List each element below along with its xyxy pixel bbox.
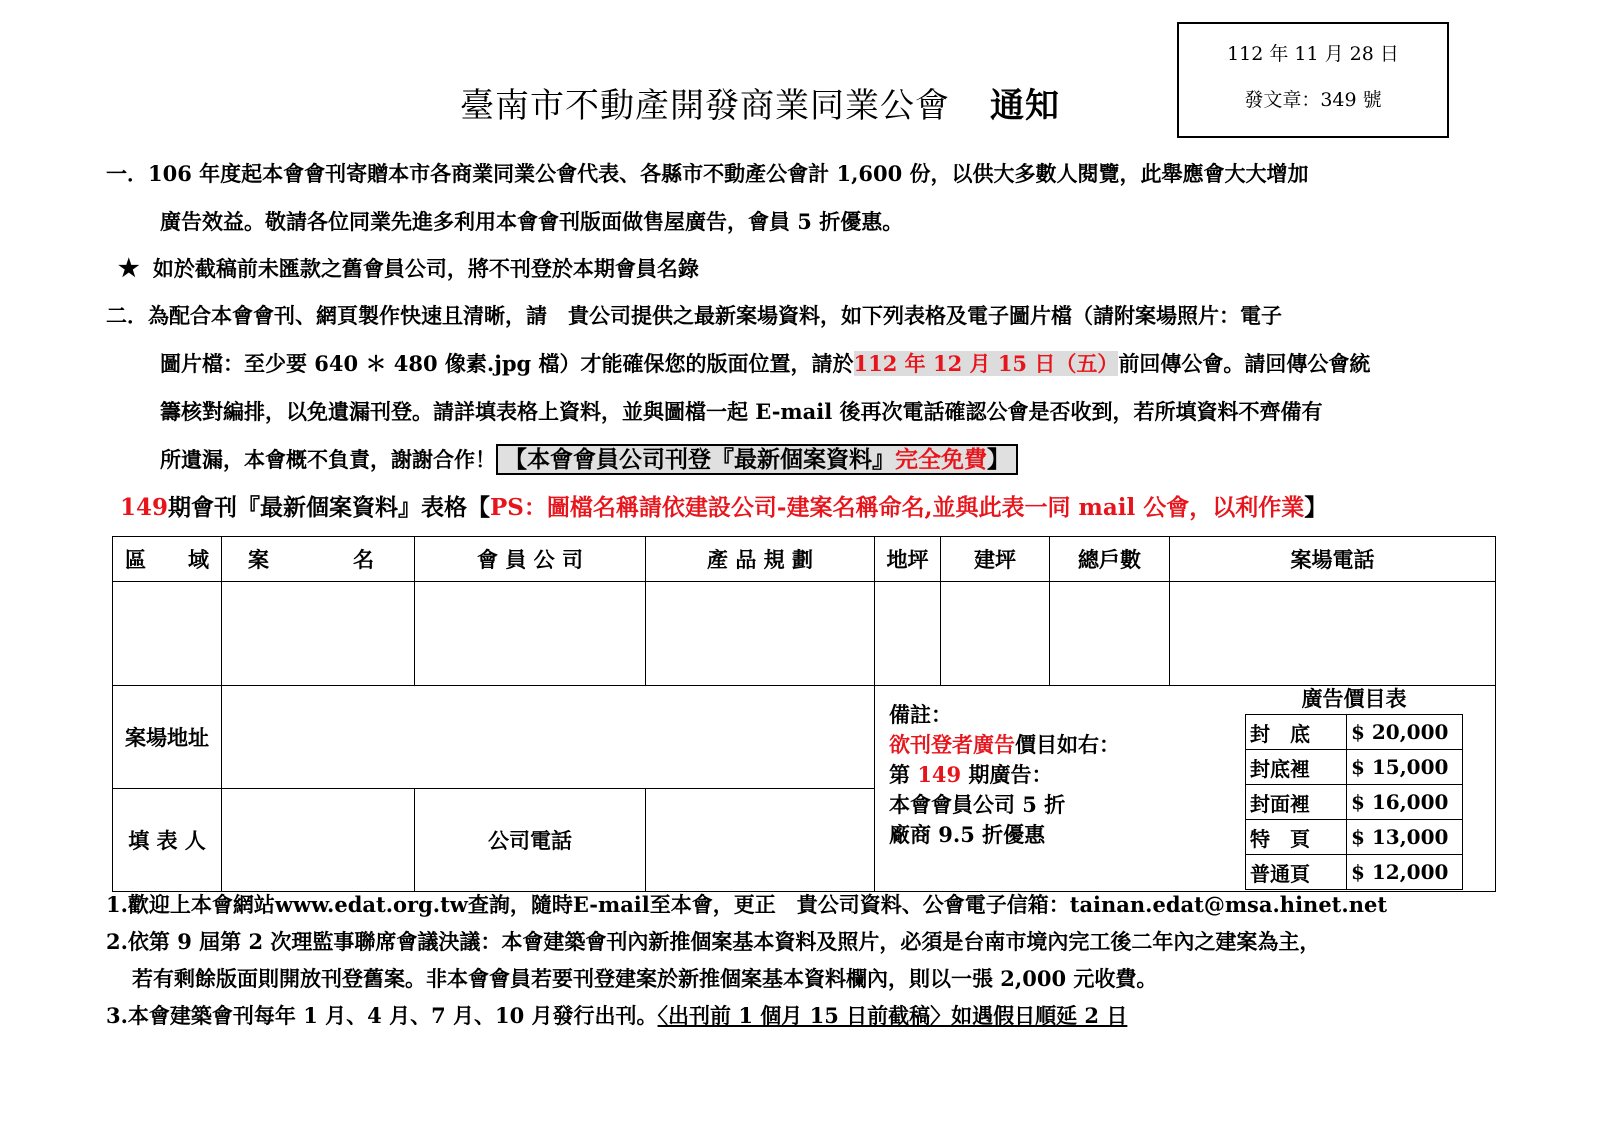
price-item-price: $ 12,000 (1347, 855, 1463, 890)
product-plan-field[interactable] (646, 582, 875, 686)
notice-date: 112 年 11 月 28 日 (1227, 43, 1399, 65)
price-item-price: $ 16,000 (1347, 785, 1463, 820)
site-phone-field[interactable] (1170, 582, 1496, 686)
para2-line2-end: 前回傳公會。請回傳公會統 (1118, 351, 1371, 376)
region-field[interactable] (113, 582, 222, 686)
header-site-phone: 案場電話 (1170, 537, 1496, 582)
filler-field[interactable] (222, 789, 415, 892)
price-item-price: $ 13,000 (1347, 820, 1463, 855)
note-3 (106, 1000, 1127, 1030)
member-company-field[interactable] (415, 582, 646, 686)
price-item-price: $ 15,000 (1347, 750, 1463, 785)
star-icon: ★ (118, 253, 140, 282)
para2-line2 (160, 348, 1370, 378)
header-product-plan: 產 品 規 劃 (646, 537, 875, 582)
header-region: 區 域 (113, 537, 222, 582)
deadline-date: 112 年 12 月 15 日（五） (853, 351, 1119, 376)
form-title-end: 】 (1304, 494, 1328, 521)
price-row (1246, 855, 1463, 890)
price-item-price: $ 20,000 (1347, 715, 1463, 750)
star-note-text: 如於截稿前未匯款之舊會員公司，將不刊登於本期會員名錄 (152, 256, 699, 281)
para2-line3: 籌核對編排，以免遺漏刊登。請詳填表格上資料，並與圖檔一起 E-mail 後再次電話確認公會是否收到，若所填資料不齊備有 (160, 399, 1323, 424)
remarks-issue-suffix: 期廣告： (968, 762, 1053, 787)
building-area-field[interactable] (941, 582, 1050, 686)
para1-line1: 一．106 年度起本會會刊寄贈本市各商業同業公會代表、各縣市不動產公會計 1,600 份，以供大多數人閱覽，此舉應會大大增加 (106, 161, 1309, 186)
price-item-name: 封 底 (1246, 715, 1347, 750)
header-building-area: 建坪 (941, 537, 1050, 582)
free-listing-box (496, 444, 1018, 475)
remarks-issue-prefix: 第 (889, 762, 910, 787)
document-number: 發文章：349 號 (1244, 89, 1382, 111)
free-listing-end: 】 (987, 446, 1010, 473)
filler-label: 填 表 人 (113, 789, 222, 892)
remarks-issue-number: 149 (917, 762, 962, 787)
remarks-vendor-discount: 廠商 9.5 折優惠 (889, 822, 1046, 847)
price-row (1246, 715, 1463, 750)
association-name: 臺南市不動產開發商業同業公會 (460, 86, 950, 126)
free-label: 完全免費 (895, 446, 987, 473)
note-3-text: 3.本會建築會刊每年 1 月、4 月、7 月、10 月發行出刊。 (106, 1003, 658, 1028)
date-box (1177, 22, 1449, 138)
note-2-line1: 2.依第 9 屆第 2 次理監事聯席會議決議：本會建築會刊內新推個案基本資料及照片，必須是台南市境內完工後二年內之建案為主， (106, 929, 1321, 954)
price-list (1245, 684, 1463, 890)
issue-number: 149 (120, 494, 169, 521)
para2-line1: 二．為配合本會會刊、網頁製作快速且清晰，請 貴公司提供之最新案場資料，如下列表格及電子圖片檔（請附案場照片：電子 (106, 303, 1282, 328)
case-info-form (112, 536, 1496, 892)
price-row (1246, 750, 1463, 785)
price-item-name: 封底裡 (1246, 750, 1347, 785)
note-2-line2: 若有剩餘版面則開放刊登舊案。非本會會員若要刊登建案於新推個案基本資料欄內，則以一張 2,000 元收費。 (132, 966, 1158, 991)
form-title (120, 489, 1327, 522)
company-phone-field[interactable] (646, 789, 875, 892)
para2-line2-start: 圖片檔：至少要 640 ＊ 480 像素.jpg 檔）才能確保您的版面位置，請於 (160, 351, 854, 376)
para2-line4-text: 所遺漏，本會概不負責，謝謝合作！ (160, 447, 496, 472)
total-units-field[interactable] (1050, 582, 1170, 686)
price-row (1246, 785, 1463, 820)
header-total-units: 總戶數 (1050, 537, 1170, 582)
para2-line4 (160, 441, 1018, 474)
site-address-label: 案場地址 (113, 686, 222, 789)
para1-line2: 廣告效益。敬請各位同業先進多利用本會會刊版面做售屋廣告，會員 5 折優惠。 (160, 209, 904, 234)
price-item-name: 普通頁 (1246, 855, 1347, 890)
price-item-name: 封面裡 (1246, 785, 1347, 820)
price-list-title: 廣告價目表 (1301, 686, 1407, 711)
remarks-cell (875, 686, 1496, 892)
note-1: 1.歡迎上本會網站www.edat.org.tw查詢，隨時E-mail至本會，更正 貴公司資料、公會電子信箱：tainan.edat@msa.hinet.net (106, 892, 1388, 917)
company-phone-label: 公司電話 (415, 789, 646, 892)
page-title (460, 78, 1060, 127)
price-item-name: 特 頁 (1246, 820, 1347, 855)
remarks-label: 備註： (889, 702, 952, 727)
remarks-ad-label: 欲刊登者廣告 (889, 732, 1015, 757)
note-3-deadline: 〈出刊前 1 個月 15 日前截稿〉如遇假日順延 2 日 (657, 1003, 1128, 1028)
remarks-member-discount: 本會會員公司 5 折 (889, 792, 1066, 817)
remarks-price-text: 價目如右： (1015, 732, 1120, 757)
header-land-area: 地坪 (875, 537, 941, 582)
case-name-field[interactable] (222, 582, 415, 686)
notice-label: 通知 (990, 86, 1060, 126)
star-note (118, 253, 699, 283)
price-table (1245, 714, 1463, 890)
price-row (1246, 820, 1463, 855)
free-listing-text: 【本會會員公司刊登『最新個案資料』 (504, 446, 895, 473)
land-area-field[interactable] (875, 582, 941, 686)
form-title-text: 期會刊『最新個案資料』表格【 (168, 494, 491, 521)
ps-note: PS：圖檔名稱請依建設公司-建案名稱命名,並與此表一同 mail 公會，以利作業 (490, 494, 1305, 521)
site-address-field[interactable] (222, 686, 875, 789)
header-member-company: 會 員 公 司 (415, 537, 646, 582)
header-case-name: 案 名 (222, 537, 415, 582)
